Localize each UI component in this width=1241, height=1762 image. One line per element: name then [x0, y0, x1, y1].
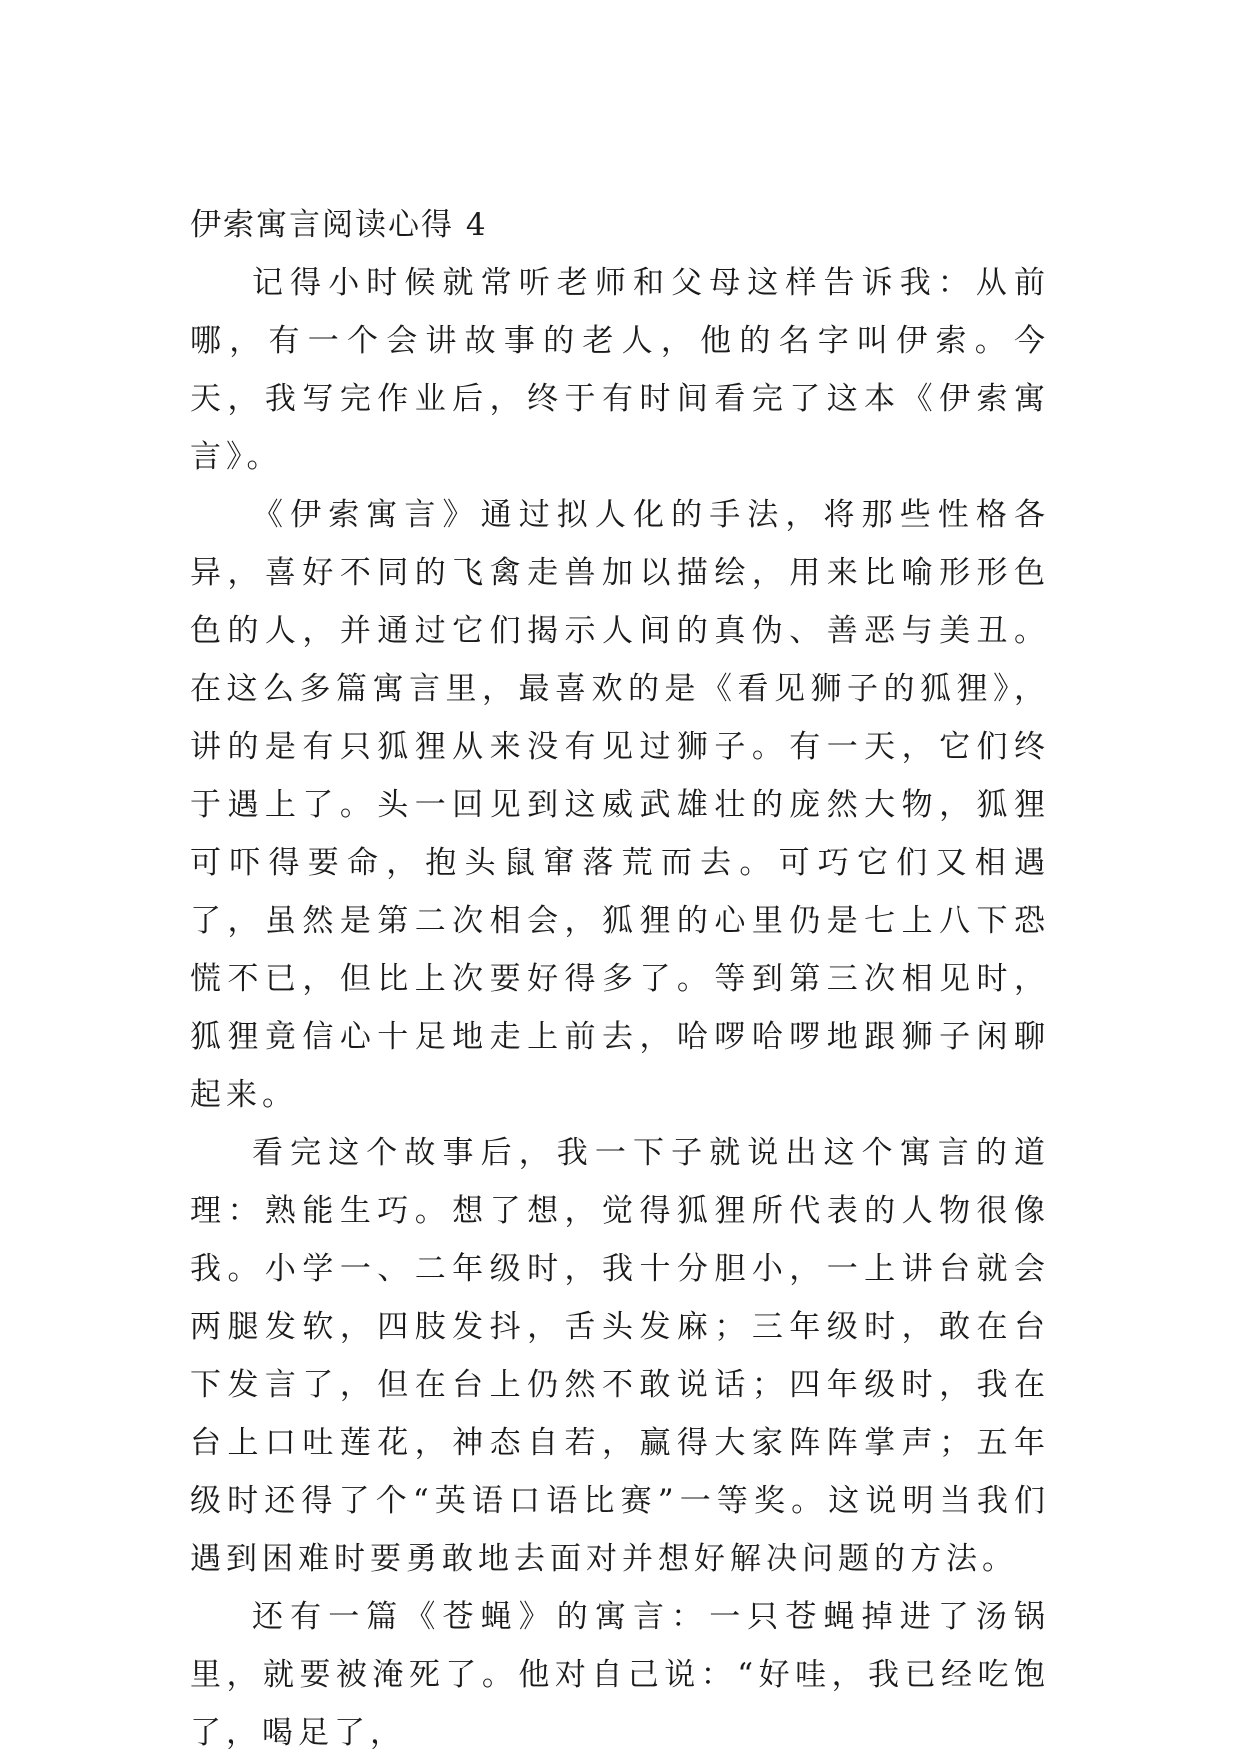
paragraph-2: 《伊索寓言》通过拟人化的手法，将那些性格各异，喜好不同的飞禽走兽加以描绘，用来比喻形形色色的人，并通过它们揭示人间的真伪、善恶与美丑。在这么多篇寓言里，最喜欢的是《看见狮子的狐狸》，讲的是有只狐狸从来没有见过狮子。有一天，它们终于遇上了。头一回见到这威武雄壮的庞然大物，狐狸可吓得要命，抱头鼠窜落荒而去。可巧它们又相遇了，虽然是第二次相会，狐狸的心里仍是七上八下恐慌不已，但比上次要好得多了。等到第三次相见时，狐狸竟信心十足地走上前去，哈啰哈啰地跟狮子闲聊起来。: [190, 497, 1050, 1113]
paragraph-1: 记得小时候就常听老师和父母这样告诉我：从前哪，有一个会讲故事的老人，他的名字叫伊索。今天，我写完作业后，终于有时间看完了这本《伊索寓言》。: [190, 265, 1050, 475]
paragraph-3: 看完这个故事后，我一下子就说出这个寓言的道理：熟能生巧。想了想，觉得狐狸所代表的人物很像我。小学一、二年级时，我十分胆小，一上讲台就会两腿发软，四肢发抖，舌头发麻；三年级时，敢在台下发言了，但在台上仍然不敢说话；四年级时，我在台上口吐莲花，神态自若，赢得大家阵阵掌声；五年级时还得了个“英语口语比赛”一等奖。这说明当我们遇到困难时要勇敢地去面对并想好解决问题的方法。: [190, 1135, 1050, 1577]
paragraph-4: 还有一篇《苍蝇》的寓言：一只苍蝇掉进了汤锅里，就要被淹死了。他对自己说：“好哇，我已经吃饱了，喝足了，: [190, 1599, 1050, 1751]
document-body: [190, 196, 1050, 1762]
document-title: 伊索寓言阅读心得 4: [190, 207, 488, 243]
